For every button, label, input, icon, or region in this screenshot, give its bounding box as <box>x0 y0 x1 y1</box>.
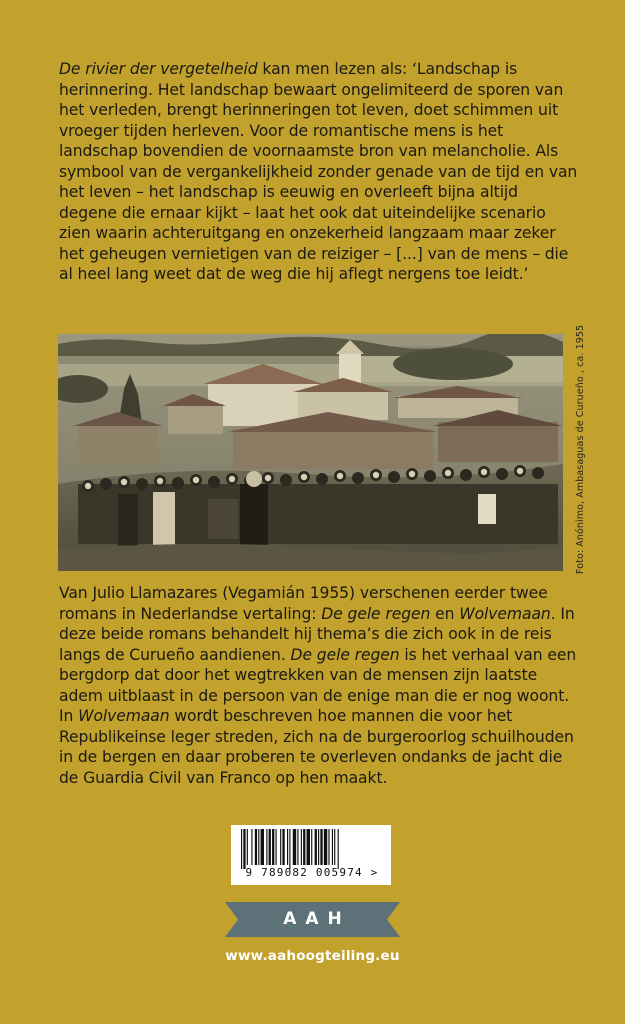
barcode-bar <box>318 829 319 865</box>
barcode-bar <box>320 829 322 865</box>
publisher-logo: AAH <box>283 909 351 929</box>
barcode-bar <box>324 829 327 865</box>
barcode-bar <box>280 829 281 865</box>
intro-paragraph <box>59 59 579 285</box>
barcode-bar <box>247 829 248 865</box>
barcode-bar <box>241 829 242 869</box>
intro-text: kan men lezen als: ‘Landschap is herinnering. Het landschap bewaart ongelimiteerd de sporen van het verleden, brengt herinneringen tot leven, doet schimmen uit vroeger tijden herleven. Voor de romantische mens is het landschap bovendien de voornaamste bron van melancholie. Als symbool van de vergankelijkheid zonder genade van de tijd en van het leven – het landschap is eeuwig en overleeft bijna altijd degene die ernaar kijkt – laat het ook dat uiteindelijke scenario zien waarin achteruitgang en onzekerheid langzaam maar zeker het geheugen vernietigen van de reiziger – [...] van de mens – die al heel lang weet dat de weg die hij aflegt nergens toe leidt.’ <box>59 60 578 283</box>
barcode-bar <box>287 829 288 865</box>
barcode-bar <box>282 829 284 865</box>
barcode-bar <box>289 829 290 869</box>
barcode-bar <box>251 829 252 865</box>
about-text-1: Van Julio Llamazares (Vegamián 1955) verschenen eerder twee romans in Nederlandse vertaling: <box>59 584 548 623</box>
barcode-bar <box>243 829 245 869</box>
barcode-bar <box>334 829 335 865</box>
book-title-gele-regen-2: De gele regen <box>290 645 400 664</box>
barcode-bar <box>272 829 274 865</box>
barcode-bar <box>311 829 312 865</box>
barcode-bar <box>255 829 257 865</box>
barcode-bar <box>303 829 305 865</box>
barcode-bar <box>276 829 277 865</box>
isbn-number: 9 789082 005974 > <box>245 866 379 879</box>
about-text-2: en <box>430 604 460 623</box>
barcode-bar <box>297 829 298 865</box>
book-title-wolvemaan-2: Wolvemaan <box>78 707 170 725</box>
barcode-bar <box>261 829 264 865</box>
barcode-bar <box>266 829 267 865</box>
about-text-3: . In deze beide romans behandelt hij thema’s die zich ook in de reis langs de Curueño aandienen. <box>59 604 575 664</box>
about-text-4: is het verhaal van een bergdorp dat door het wegtrekken van de mensen zijn laatste adem uitblaast in de persoon van de enige man die er nog woont. In <box>59 645 577 725</box>
historic-village-photo <box>58 334 563 571</box>
barcode-bar <box>332 829 333 865</box>
about-text-5: wordt beschreven hoe mannen die voor het Republikeinse leger streden, zich na de burgeroorlog schuilhouden in de bergen en daar proberen te overleven ondanks de jacht die de Guardia Civil van Franco op hen maakt. <box>59 707 574 787</box>
barcode-bar <box>258 829 259 865</box>
photo-credit: Foto: Anónimo, Ambasaguas de Curueño , ca. 1955 <box>575 324 586 574</box>
barcode-bar <box>338 829 339 869</box>
book-title-wolvemaan: Wolvemaan <box>459 604 551 623</box>
publisher-website: www.aahoogteiling.eu <box>225 948 400 964</box>
barcode-bar <box>301 829 302 865</box>
book-title-gele-regen: De gele regen <box>321 604 431 623</box>
barcode-bar <box>328 829 329 865</box>
barcode-bar <box>269 829 271 865</box>
intro-book-title: De rivier der vergetelheid <box>59 60 258 78</box>
barcode-bar <box>307 829 310 865</box>
barcode-bar <box>293 829 296 865</box>
about-author-paragraph <box>59 583 579 788</box>
barcode-bar <box>315 829 317 865</box>
